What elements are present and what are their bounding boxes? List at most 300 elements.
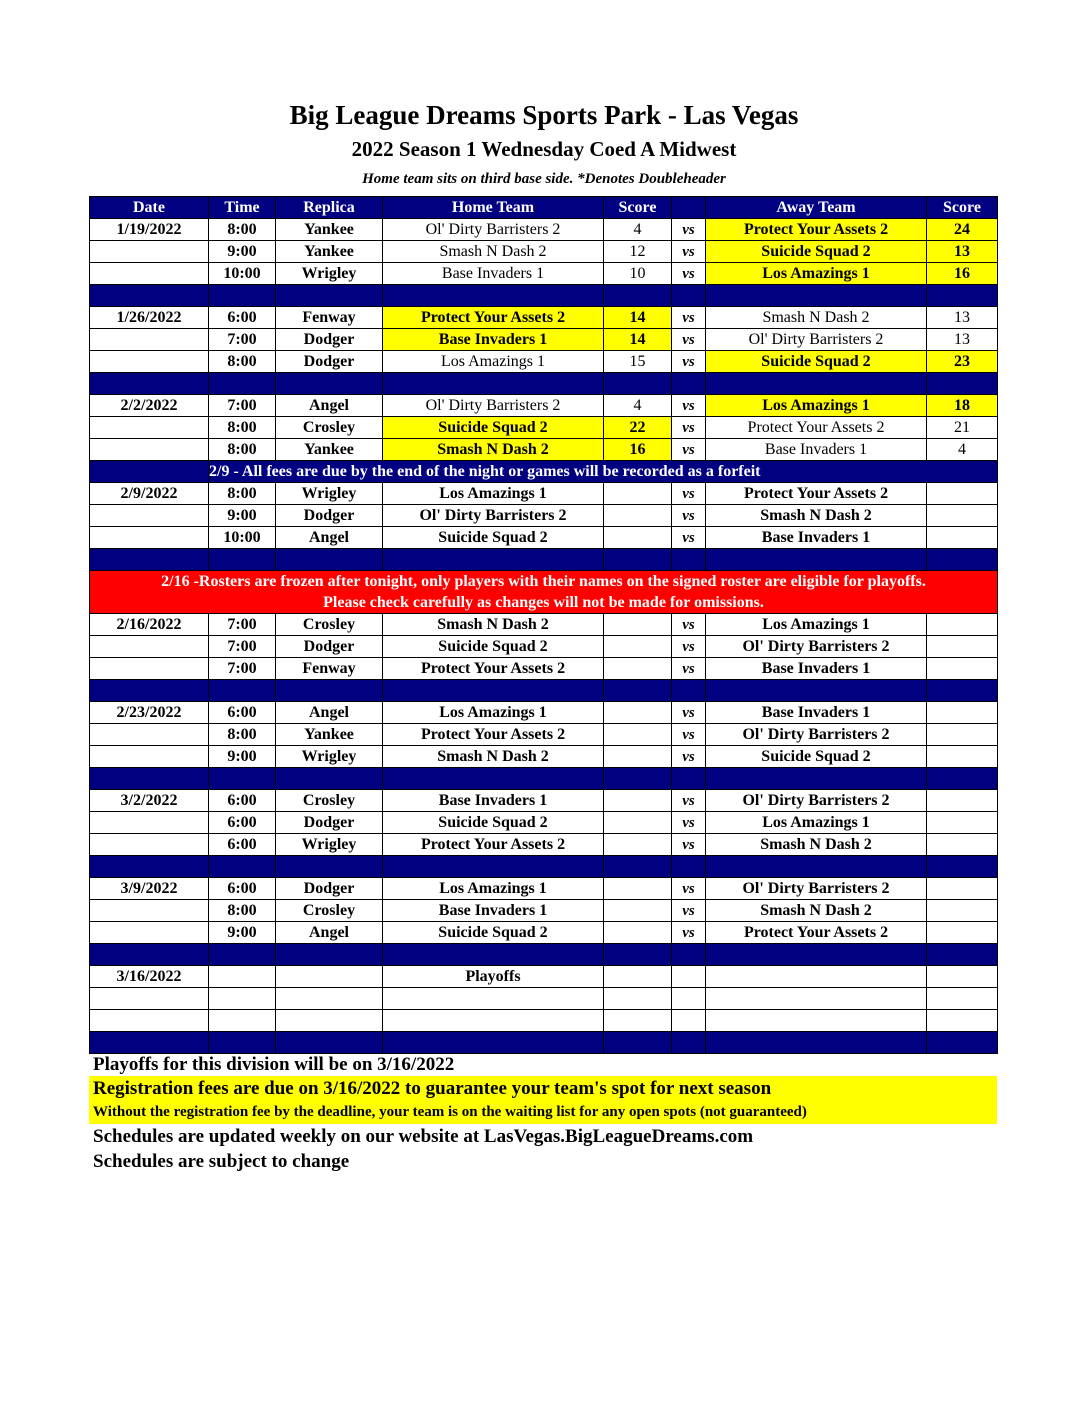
separator-row [90,856,998,878]
separator-cell [927,944,998,966]
field-cell: Angel [276,527,383,549]
table-row [90,922,998,944]
table-row [90,351,998,373]
field-cell: Angel [276,922,383,944]
separator-cell [276,549,383,571]
field-cell: Yankee [276,439,383,461]
away-score-cell: 16 [927,263,998,285]
vs-cell: vs [672,790,706,812]
home-score-cell [604,636,672,658]
away-team-cell [706,1010,927,1032]
away-score-cell [927,483,998,505]
separator-cell [672,768,706,790]
home-team-cell: Suicide Squad 2 [383,812,604,834]
home-score-cell [604,724,672,746]
vs-cell: vs [672,746,706,768]
away-score-cell [927,790,998,812]
field-cell: Dodger [276,636,383,658]
table-row [90,878,998,900]
home-team-cell: Suicide Squad 2 [383,636,604,658]
home-team-cell: Los Amazings 1 [383,878,604,900]
schedule-table [89,196,998,1054]
home-score-cell: 22 [604,417,672,439]
time-cell: 6:00 [209,834,276,856]
date-cell [90,746,209,768]
away-score-cell: 4 [927,439,998,461]
away-team-cell: Suicide Squad 2 [706,746,927,768]
table-row [90,307,998,329]
home-team-cell: Smash N Dash 2 [383,614,604,636]
home-team-cell: Base Invaders 1 [383,329,604,351]
home-score-cell [604,922,672,944]
away-score-cell [927,966,998,988]
home-score-cell [604,483,672,505]
field-cell [276,966,383,988]
separator-cell [209,373,276,395]
vs-cell [672,1010,706,1032]
table-row [90,724,998,746]
separator-cell [209,1032,276,1054]
separator-cell [927,680,998,702]
field-cell [276,988,383,1010]
time-cell: 8:00 [209,724,276,746]
vs-cell: vs [672,329,706,351]
alert-row [90,571,998,614]
separator-row [90,1032,998,1054]
time-cell: 7:00 [209,329,276,351]
away-score-cell [927,658,998,680]
field-cell: Wrigley [276,263,383,285]
date-cell [90,658,209,680]
date-cell [90,922,209,944]
time-cell: 6:00 [209,790,276,812]
table-row [90,658,998,680]
time-cell: 8:00 [209,351,276,373]
away-team-cell [706,966,927,988]
away-team-cell: Base Invaders 1 [706,702,927,724]
field-cell: Fenway [276,658,383,680]
home-score-cell [604,790,672,812]
separator-row [90,285,998,307]
separator-row [90,373,998,395]
away-team-cell: Suicide Squad 2 [706,351,927,373]
time-cell: 7:00 [209,658,276,680]
away-team-cell: Ol' Dirty Barristers 2 [706,636,927,658]
vs-cell: vs [672,724,706,746]
field-cell: Wrigley [276,834,383,856]
separator-cell [90,549,209,571]
vs-cell: vs [672,834,706,856]
away-team-cell: Los Amazings 1 [706,263,927,285]
away-score-cell [927,988,998,1010]
away-team-cell: Base Invaders 1 [706,658,927,680]
away-score-cell: 21 [927,417,998,439]
away-score-cell [927,746,998,768]
table-row [90,988,998,1010]
separator-row [90,944,998,966]
table-row [90,746,998,768]
home-team-cell: Protect Your Assets 2 [383,658,604,680]
home-team-cell [383,1010,604,1032]
home-score-cell [604,527,672,549]
home-team-cell [383,988,604,1010]
field-cell: Crosley [276,614,383,636]
separator-cell [90,944,209,966]
separator-cell [604,549,672,571]
home-score-cell [604,702,672,724]
separator-cell [383,768,604,790]
away-score-cell [927,527,998,549]
home-team-cell: Ol' Dirty Barristers 2 [383,505,604,527]
date-cell [90,812,209,834]
away-team-cell: Ol' Dirty Barristers 2 [706,878,927,900]
date-cell [90,527,209,549]
time-cell: 8:00 [209,417,276,439]
date-cell [90,900,209,922]
separator-cell [706,1032,927,1054]
away-team-cell: Los Amazings 1 [706,614,927,636]
table-row [90,812,998,834]
time-cell: 9:00 [209,746,276,768]
separator-cell [209,856,276,878]
separator-cell [209,549,276,571]
registration-box [89,1076,997,1124]
table-row [90,790,998,812]
away-team-cell: Ol' Dirty Barristers 2 [706,790,927,812]
separator-cell [706,373,927,395]
away-team-cell: Base Invaders 1 [706,527,927,549]
away-team-cell: Smash N Dash 2 [706,834,927,856]
away-team-cell: Ol' Dirty Barristers 2 [706,329,927,351]
home-score-cell [604,988,672,1010]
time-cell: 7:00 [209,614,276,636]
away-team-cell: Los Amazings 1 [706,395,927,417]
date-cell [90,834,209,856]
home-score-cell [604,1010,672,1032]
vs-cell: vs [672,307,706,329]
vs-cell [672,988,706,1010]
time-cell: 6:00 [209,702,276,724]
table-row [90,636,998,658]
home-team-cell: Smash N Dash 2 [383,439,604,461]
away-score-cell [927,614,998,636]
home-team-cell: Suicide Squad 2 [383,527,604,549]
column-header: Time [209,197,276,219]
change-note: Schedules are subject to change [93,1151,350,1172]
field-cell: Angel [276,395,383,417]
table-row [90,505,998,527]
field-cell: Wrigley [276,746,383,768]
away-team-cell: Protect Your Assets 2 [706,417,927,439]
home-score-cell: 15 [604,351,672,373]
home-score-cell: 16 [604,439,672,461]
column-header: Date [90,197,209,219]
separator-cell [276,1032,383,1054]
time-cell: 9:00 [209,241,276,263]
away-score-cell: 18 [927,395,998,417]
alert-line: 2/16 -Rosters are frozen after tonight, only players with their names on the signed roster are eligible for playoffs. [161,573,926,590]
table-row [90,483,998,505]
home-team-cell: Los Amazings 1 [383,351,604,373]
table-row [90,900,998,922]
home-score-cell: 12 [604,241,672,263]
separator-cell [383,549,604,571]
page-subtitle: 2022 Season 1 Wednesday Coed A Midwest [351,137,737,161]
separator-cell [927,1032,998,1054]
table-row [90,1010,998,1032]
date-cell: 1/19/2022 [90,219,209,241]
field-cell: Crosley [276,790,383,812]
column-header: Away Team [706,197,927,219]
time-cell: 8:00 [209,483,276,505]
away-score-cell: 13 [927,307,998,329]
date-cell [90,724,209,746]
separator-cell [90,680,209,702]
vs-cell: vs [672,439,706,461]
separator-cell [706,549,927,571]
separator-cell [209,285,276,307]
alert-text [90,571,998,614]
field-cell: Fenway [276,307,383,329]
separator-cell [604,373,672,395]
away-score-cell: 24 [927,219,998,241]
separator-cell [276,373,383,395]
separator-cell [276,768,383,790]
page-title: Big League Dreams Sports Park - Las Vegas [289,100,799,130]
separator-cell [672,944,706,966]
date-cell [90,329,209,351]
separator-cell [383,285,604,307]
home-team-cell: Suicide Squad 2 [383,417,604,439]
date-cell [90,636,209,658]
away-score-cell [927,812,998,834]
home-score-cell: 14 [604,307,672,329]
field-cell [276,1010,383,1032]
separator-row [90,768,998,790]
separator-cell [672,549,706,571]
table-row [90,329,998,351]
separator-cell [90,373,209,395]
separator-cell [706,285,927,307]
separator-cell [209,944,276,966]
table-row [90,614,998,636]
alert-line: Please check carefully as changes will not be made for omissions. [323,594,764,611]
separator-cell [90,856,209,878]
separator-cell [706,768,927,790]
notice-text: 2/9 - All fees are due by the end of the night or games will be recorded as a forfeit [209,461,998,483]
away-score-cell [927,724,998,746]
separator-cell [209,680,276,702]
separator-cell [383,1032,604,1054]
home-team-cell: Suicide Squad 2 [383,922,604,944]
date-cell [90,351,209,373]
table-row [90,263,998,285]
table-row [90,966,998,988]
away-score-cell [927,922,998,944]
separator-cell [927,856,998,878]
date-cell: 1/26/2022 [90,307,209,329]
away-score-cell: 23 [927,351,998,373]
separator-cell [672,1032,706,1054]
away-team-cell: Protect Your Assets 2 [706,922,927,944]
vs-cell: vs [672,702,706,724]
time-cell: 10:00 [209,263,276,285]
away-team-cell: Smash N Dash 2 [706,900,927,922]
home-team-cell: Smash N Dash 2 [383,746,604,768]
away-score-cell [927,702,998,724]
home-score-cell [604,746,672,768]
vs-cell: vs [672,878,706,900]
separator-cell [604,856,672,878]
vs-cell: vs [672,241,706,263]
home-team-cell: Los Amazings 1 [383,483,604,505]
home-team-cell: Playoffs [383,966,604,988]
home-score-cell [604,658,672,680]
home-team-cell: Base Invaders 1 [383,263,604,285]
table-row [90,702,998,724]
date-cell: 2/16/2022 [90,614,209,636]
date-cell [90,505,209,527]
field-cell: Crosley [276,900,383,922]
vs-cell: vs [672,900,706,922]
home-team-cell: Base Invaders 1 [383,900,604,922]
field-cell: Dodger [276,329,383,351]
home-team-cell: Smash N Dash 2 [383,241,604,263]
separator-cell [927,373,998,395]
field-cell: Dodger [276,505,383,527]
vs-cell: vs [672,483,706,505]
separator-cell [276,944,383,966]
separator-cell [672,856,706,878]
separator-cell [90,768,209,790]
home-team-cell: Protect Your Assets 2 [383,724,604,746]
date-cell: 3/9/2022 [90,878,209,900]
vs-cell: vs [672,812,706,834]
separator-cell [927,285,998,307]
separator-cell [706,680,927,702]
separator-cell [90,1032,209,1054]
away-team-cell: Base Invaders 1 [706,439,927,461]
column-header: Score [604,197,672,219]
vs-cell: vs [672,922,706,944]
home-team-cell: Protect Your Assets 2 [383,834,604,856]
date-cell: 3/2/2022 [90,790,209,812]
home-score-cell: 10 [604,263,672,285]
table-row [90,241,998,263]
table-row [90,417,998,439]
away-score-cell [927,636,998,658]
separator-cell [383,680,604,702]
vs-cell: vs [672,351,706,373]
column-header: Home Team [383,197,604,219]
separator-cell [383,944,604,966]
separator-cell [383,373,604,395]
website-note: Schedules are updated weekly on our website at LasVegas.BigLeagueDreams.com [93,1126,754,1147]
field-cell: Angel [276,702,383,724]
time-cell: 7:00 [209,636,276,658]
date-cell [90,263,209,285]
separator-cell [672,680,706,702]
away-team-cell: Smash N Dash 2 [706,505,927,527]
separator-cell [90,461,209,483]
separator-cell [927,768,998,790]
separator-cell [706,856,927,878]
vs-cell: vs [672,636,706,658]
home-score-cell: 4 [604,395,672,417]
vs-cell: vs [672,263,706,285]
time-cell: 9:00 [209,922,276,944]
time-cell: 6:00 [209,307,276,329]
separator-cell [383,856,604,878]
time-cell: 7:00 [209,395,276,417]
away-team-cell: Los Amazings 1 [706,812,927,834]
separator-cell [672,373,706,395]
field-cell: Wrigley [276,483,383,505]
time-cell: 8:00 [209,900,276,922]
separator-cell [276,856,383,878]
vs-cell [672,966,706,988]
seating-note: Home team sits on third base side. *Denotes Doubleheader [362,171,726,187]
column-header: Score [927,197,998,219]
table-row [90,834,998,856]
time-cell: 8:00 [209,219,276,241]
home-score-cell [604,505,672,527]
column-header: Replica [276,197,383,219]
vs-cell: vs [672,395,706,417]
registration-subnote: Without the registration fee by the deadline, your team is on the waiting list for any open spots (not guaranteed) [93,1104,807,1120]
date-cell [90,417,209,439]
vs-cell: vs [672,658,706,680]
time-cell: 6:00 [209,812,276,834]
column-header [672,197,706,219]
date-cell: 2/23/2022 [90,702,209,724]
date-cell: 2/2/2022 [90,395,209,417]
home-score-cell [604,966,672,988]
date-cell [90,1010,209,1032]
time-cell [209,966,276,988]
home-score-cell [604,878,672,900]
vs-cell: vs [672,219,706,241]
vs-cell: vs [672,417,706,439]
separator-cell [276,285,383,307]
separator-cell [604,680,672,702]
away-team-cell: Protect Your Assets 2 [706,219,927,241]
field-cell: Yankee [276,241,383,263]
home-team-cell: Base Invaders 1 [383,790,604,812]
away-score-cell [927,505,998,527]
separator-row [90,549,998,571]
field-cell: Dodger [276,878,383,900]
home-score-cell [604,900,672,922]
separator-row [90,680,998,702]
separator-cell [927,549,998,571]
time-cell: 10:00 [209,527,276,549]
separator-cell [604,1032,672,1054]
date-cell [90,439,209,461]
home-score-cell [604,614,672,636]
field-cell: Dodger [276,812,383,834]
playoffs-note: Playoffs for this division will be on 3/16/2022 [93,1054,455,1075]
time-cell [209,988,276,1010]
separator-cell [672,285,706,307]
time-cell: 6:00 [209,878,276,900]
table-row [90,395,998,417]
time-cell [209,1010,276,1032]
field-cell: Dodger [276,351,383,373]
table-row [90,439,998,461]
home-team-cell: Ol' Dirty Barristers 2 [383,219,604,241]
home-score-cell [604,812,672,834]
